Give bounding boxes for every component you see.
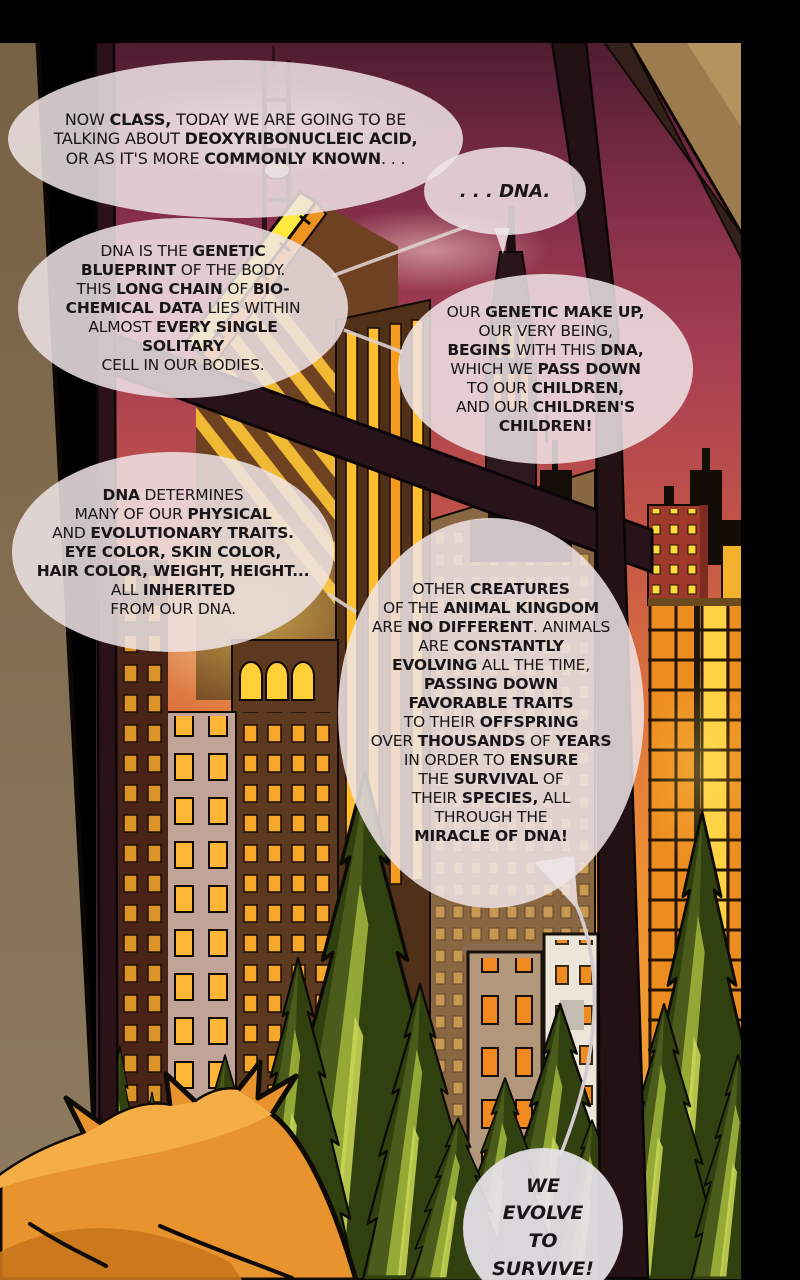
bubble-line: CHEMICAL DATA LIES WITHIN [65,298,301,317]
bubble-line: WHICH WE PASS DOWN [450,359,641,378]
bubble-line: OF THE ANIMAL KINGDOM [382,599,600,617]
bubble-line: NOW CLASS, TODAY WE ARE GOING TO BE [64,109,407,129]
speech-bubble-1 [8,60,463,218]
bubble-line: THIS LONG CHAIN OF BIO- [76,279,290,298]
bubble-line: DNA IS THE GENETIC [100,241,266,260]
bubble-line: MIRACLE OF DNA! [414,827,568,845]
bubble-line: BEGINS WITH THIS DNA, [447,340,644,359]
bubble-line: OTHER CREATURES [412,580,570,598]
bubble-line: EVOLVING ALL THE TIME, [392,656,590,674]
bubble-line: AND EVOLUTIONARY TRAITS. [52,523,294,542]
bubble-line: OR AS IT'S MORE COMMONLY KNOWN. . . [65,148,406,168]
bubble-line: ALL INHERITED [110,580,236,599]
speech-bubble-4 [398,274,693,464]
bubble-line: THEIR SPECIES, ALL [411,789,571,807]
bubble-line: THROUGH THE [434,808,548,826]
bubble-line: THE SURVIVAL OF [418,770,564,788]
bubble-line: SOLITARY [141,336,225,355]
bubble-line: ARE NO DIFFERENT. ANIMALS [371,618,611,636]
bubble-line: PASSING DOWN [423,675,559,693]
speech-bubble-5 [12,452,334,652]
bubble-line: DNA DETERMINES [102,485,244,504]
bubble-line: OVER THOUSANDS OF YEARS [370,732,612,750]
bubble-line: BLUEPRINT OF THE BODY. [80,260,286,279]
top-border [0,0,800,43]
bubble-line: OUR VERY BEING, [478,321,613,340]
bubble-line: HAIR COLOR, WEIGHT, HEIGHT... [36,561,310,580]
bubble-line: TO OUR CHILDREN, [467,378,624,397]
bubble-line: . . . DNA. [459,180,551,202]
bubble-line: EYE COLOR, SKIN COLOR, [64,542,282,561]
speech-bubble-2 [424,147,586,235]
bubble-line: CHILDREN! [498,416,593,435]
bubble-line: SURVIVE! [492,1257,594,1280]
bubble-line: ALMOST EVERY SINGLE [88,317,278,336]
bubble-line: AND OUR CHILDREN'S [456,397,635,416]
bubble-line: MANY OF OUR PHYSICAL [74,504,272,523]
bubble-line: TO THEIR OFFSPRING [403,713,579,731]
bubble-line: TALKING ABOUT DEOXYRIBONUCLEIC ACID, [53,129,418,149]
bubble-line: OUR GENETIC MAKE UP, [446,302,645,321]
bubble-line: FROM OUR DNA. [110,599,236,618]
right-border [741,0,800,1280]
bubble-line: FAVORABLE TRAITS [408,694,574,712]
bubble-line: TO [528,1230,558,1252]
bubble-line: CELL IN OUR BODIES. [101,355,265,374]
bubble-line: WE [526,1174,560,1197]
bubble-line: ARE CONSTANTLY [418,637,564,655]
speech-bubble-3 [18,218,348,398]
bubble-line: EVOLVE [502,1202,584,1225]
speech-bubble-6 [338,518,644,908]
bubble-line: IN ORDER TO ENSURE [403,751,579,769]
